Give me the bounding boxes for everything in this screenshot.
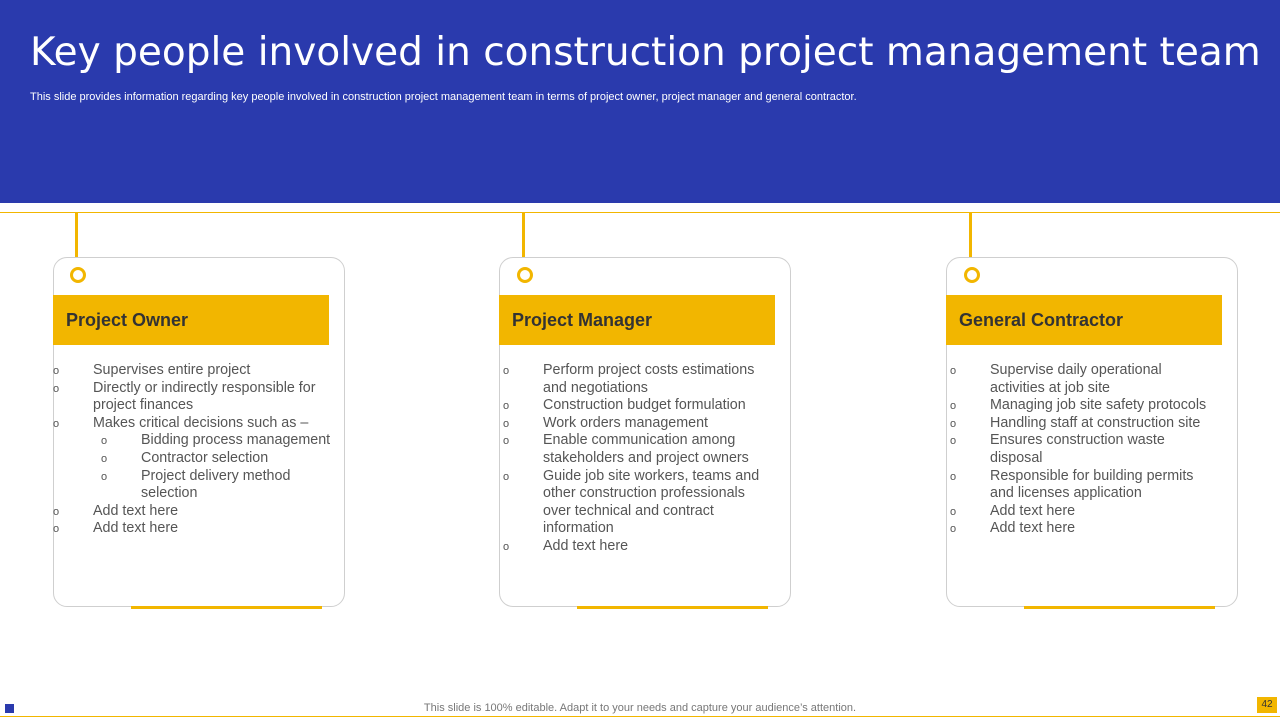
- circle-bullet-icon: o: [950, 505, 957, 518]
- circle-bullet-icon: o: [503, 470, 510, 483]
- list-item-text: Add text here: [990, 520, 1076, 537]
- list-item-text: Enable communication among: [543, 432, 736, 449]
- sub-list-item: [53, 432, 330, 450]
- sub-list-item: [53, 450, 330, 468]
- list-item-text: Add text here: [93, 520, 179, 537]
- connector-ring-icon: [517, 267, 533, 283]
- list-item-text: Project delivery method: [141, 467, 291, 484]
- card-title: General Contractor: [946, 295, 1222, 345]
- list-item-text: and negotiations: [543, 379, 648, 396]
- list-item-text: Bidding process management: [141, 432, 331, 449]
- circle-bullet-icon: o: [503, 435, 510, 448]
- list-item-text: disposal: [990, 449, 1043, 466]
- list-item: [53, 380, 330, 415]
- circle-bullet-icon: o: [53, 523, 60, 536]
- list-item: [950, 397, 1206, 415]
- circle-bullet-icon: o: [950, 400, 957, 413]
- card-item-list: [950, 362, 1206, 538]
- list-item-text: Work orders management: [543, 414, 709, 431]
- header-divider: [0, 212, 1280, 213]
- list-item: [503, 362, 759, 397]
- list-item-text: Supervise daily operational: [990, 362, 1162, 378]
- slide-subtitle: This slide provides information regarding key people involved in construction project management team in terms of project owner, project manager and general contractor.: [30, 91, 857, 103]
- list-item-text: Makes critical decisions such as –: [93, 414, 309, 431]
- card-bottom-accent: [577, 606, 768, 609]
- list-item: [950, 432, 1206, 467]
- list-item: [53, 520, 330, 538]
- circle-bullet-icon: o: [503, 365, 510, 377]
- circle-bullet-icon: o: [101, 435, 108, 448]
- circle-bullet-icon: o: [950, 417, 957, 430]
- circle-bullet-icon: o: [503, 400, 510, 413]
- card-item-list: [503, 362, 759, 556]
- circle-bullet-icon: o: [53, 417, 60, 430]
- list-item: [950, 468, 1206, 503]
- list-item: [503, 432, 759, 467]
- circle-bullet-icon: o: [950, 365, 957, 377]
- page-number: 42: [1257, 697, 1277, 713]
- list-item-text: Perform project costs estimations: [543, 362, 755, 378]
- connector-ring-icon: [70, 267, 86, 283]
- circle-bullet-icon: o: [950, 435, 957, 448]
- list-item: [53, 415, 330, 433]
- circle-bullet-icon: o: [503, 417, 510, 430]
- list-item-text: stakeholders and project owners: [543, 449, 749, 466]
- circle-bullet-icon: o: [53, 365, 60, 377]
- circle-bullet-icon: o: [950, 470, 957, 483]
- list-item: [950, 503, 1206, 521]
- footer-divider: [0, 716, 1280, 717]
- circle-bullet-icon: o: [503, 540, 510, 553]
- list-item-text: activities at job site: [990, 379, 1110, 396]
- card-bottom-accent: [1024, 606, 1215, 609]
- circle-bullet-icon: o: [53, 382, 60, 395]
- card-title: Project Owner: [53, 295, 329, 345]
- list-item: [503, 397, 759, 415]
- footer-note: This slide is 100% editable. Adapt it to your needs and capture your audience’s attention.: [423, 702, 857, 714]
- list-item-text: information: [543, 520, 614, 537]
- list-item-text: Add text here: [93, 502, 179, 519]
- list-item: [503, 468, 759, 538]
- list-item: [950, 520, 1206, 538]
- list-item-text: Contractor selection: [141, 449, 269, 466]
- slide-title: Key people involved in construction project management team: [30, 30, 1261, 75]
- list-item-text: Add text here: [990, 502, 1076, 519]
- list-item-text: Handling staff at construction site: [990, 414, 1201, 431]
- card-title: Project Manager: [499, 295, 775, 345]
- list-item: [53, 362, 330, 380]
- list-item: [950, 415, 1206, 433]
- list-item-text: and licenses application: [990, 485, 1142, 502]
- list-item-text: Construction budget formulation: [543, 397, 746, 414]
- card-item-list: [53, 362, 330, 538]
- list-item: [53, 503, 330, 521]
- circle-bullet-icon: o: [101, 470, 108, 483]
- list-item-text: Supervises entire project: [93, 362, 251, 378]
- card-bottom-accent: [131, 606, 322, 609]
- circle-bullet-icon: o: [950, 523, 957, 536]
- list-item-text: Responsible for building permits: [990, 467, 1194, 484]
- list-item-text: over technical and contract: [543, 502, 714, 519]
- connector-ring-icon: [964, 267, 980, 283]
- list-item-text: Managing job site safety protocols: [990, 397, 1207, 414]
- list-item-text: Guide job site workers, teams and: [543, 467, 760, 484]
- list-item: [950, 362, 1206, 397]
- list-item-text: Add text here: [543, 537, 629, 554]
- list-item-text: other construction professionals: [543, 485, 745, 502]
- list-item-text: Ensures construction waste: [990, 432, 1165, 449]
- list-item-text: Directly or indirectly responsible for: [93, 379, 316, 396]
- list-item: [503, 538, 759, 556]
- list-item-text: selection: [141, 485, 198, 502]
- title-banner: [0, 0, 1280, 203]
- circle-bullet-icon: o: [101, 452, 108, 465]
- circle-bullet-icon: o: [53, 505, 60, 518]
- sub-list-item: [53, 468, 330, 503]
- list-item-text: project finances: [93, 397, 194, 414]
- list-item: [503, 415, 759, 433]
